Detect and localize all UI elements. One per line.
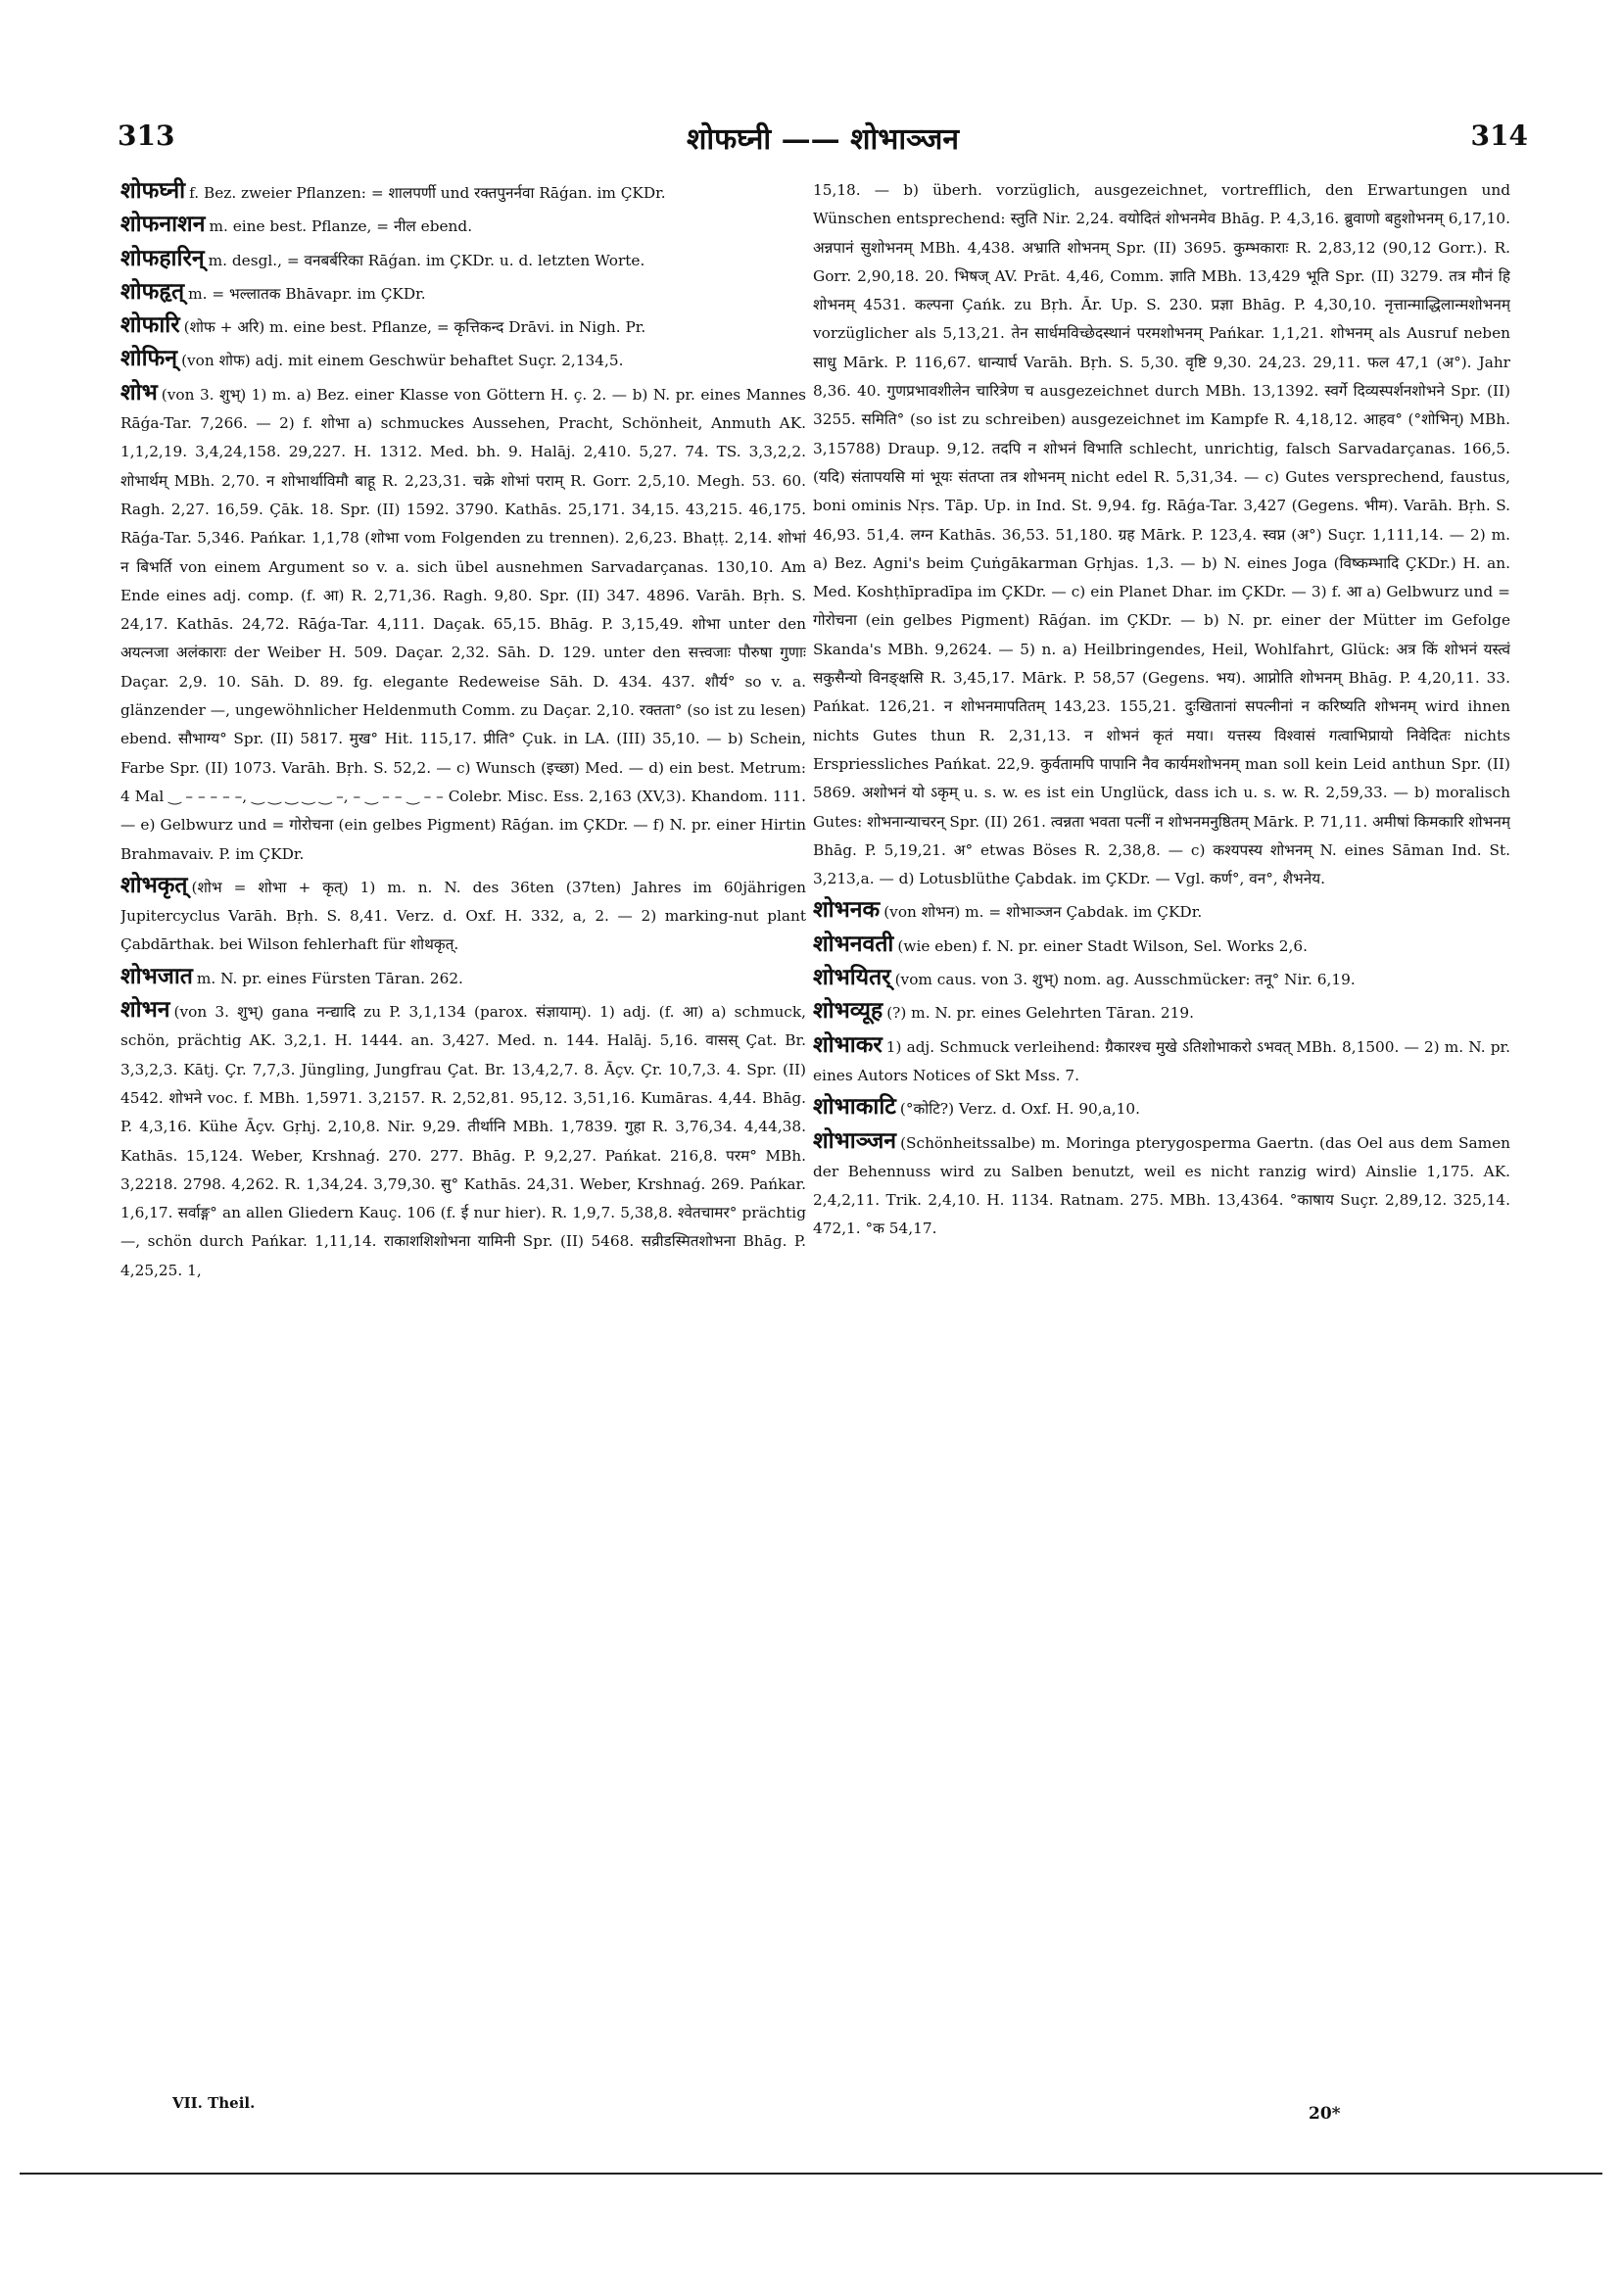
- dictionary-entry: [813, 1030, 1510, 1091]
- entry-headword: शोभयितर्: [813, 964, 891, 991]
- entry-body: (Schönheitssalbe) m. Moringa pterygosperma Gaertn. (das Oel aus dem Samen der Behennuss wird zu Salben benutzt, weil es nicht ranzig wird) Ainslie 1,175. AK. 2,4,2,11. Trik. 2,4,10. H. 1134. Ratnam. 275. MBh. 13,4364. °काषाय Suçr. 2,89,12. 325,14. 472,1. °क 54,17.: [813, 1133, 1510, 1238]
- entry-body: (von 3. शुभ्) gana नन्द्यादि zu P. 3,1,134 (parox. संज्ञायाम्). 1) adj. (f. आ) a) schmuck, schön, prächtig AK. 3,2,1. H. 1444. an. 3,427. Med. n. 144. Halāj. 5,16. वासस् Çat. Br. 3,3,2,3. Kātj. Çr. 7,7,3. Jüngling, Jungfrau Çat. Br. 13,4,2,7. 8. Āçv. Çr. 10,7,3. 4. Spr. (II) 4542. शोभने voc. f. MBh. 1,5971. 3,2157. R. 2,52,81. 95,12. 3,51,16. Kumāras. 4,44. Bhāg. P. 4,3,16. Kühe Āçv. Gṛhj. 2,10,8. Nir. 9,29. तीर्थानि MBh. 1,7839. गुहा R. 3,76,34. 4,44,38. Kathās. 15,124. Weber, Krshnaǵ. 270. 277. Bhāg. P. 9,2,27. Pańkat. 216,8. परम° MBh. 3,2218. 2798. 4,262. R. 1,34,24. 3,79,30. सु° Kathās. 24,31. Weber, Krshnaǵ. 269. Pańkar. 1,6,17. सर्वाङ्ग° an allen Gliedern Kauç. 106 (f. ई nur hier). R. 1,9,7. 5,38,8. श्वेतचामर° prächtig —, schön durch Pańkar. 1,11,14. राकाशशिशोभना यामिनी Spr. (II) 5468. सव्रीडस्मितशोभना Bhāg. P. 4,25,25. 1,: [120, 1003, 806, 1279]
- entry-body: m. N. pr. eines Fürsten Tāran. 262.: [196, 969, 463, 987]
- entry-headword: शोभजात: [120, 962, 193, 989]
- entry-headword: शोभाकर: [813, 1030, 883, 1058]
- entry-body: (von शोफ) adj. mit einem Geschwür behaftet Suçr. 2,134,5.: [181, 352, 624, 370]
- dictionary-entry: [813, 963, 1510, 994]
- dictionary-entry: [813, 895, 1510, 927]
- entry-headword: शोफघ्नी: [120, 177, 186, 204]
- entry-headword: शोभाञ्जन: [813, 1126, 897, 1154]
- left-page-number: 313: [118, 120, 175, 152]
- entry-body: (शोफ + अरि) m. eine best. Pflanze, = कृत्तिकन्द Drāvi. in Nigh. Pr.: [183, 318, 646, 337]
- entry-body: (von शोभन) m. = शोभाञ्जन Çabdak. im ÇKDr.: [883, 903, 1203, 922]
- page-header: [118, 120, 1528, 168]
- right-column: [813, 176, 1510, 2067]
- dictionary-entry: [120, 871, 806, 960]
- entry-body: m. = भल्लातक Bhāvapr. im ÇKDr.: [188, 284, 426, 303]
- dictionary-entry: [120, 344, 806, 375]
- signature-mark: 20*: [1309, 2104, 1341, 2124]
- entry-headword: शोभनवती: [813, 930, 894, 957]
- entry-headword: शोफहारिन्: [120, 244, 205, 271]
- dictionary-entry: [813, 1126, 1510, 1244]
- entry-headword: शोभव्यूह: [813, 997, 883, 1025]
- entry-body: 15,18. — b) überh. vorzüglich, ausgezeichnet, vortrefflich, den Erwartungen und Wünschen entsprechend: स्तुति Nir. 2,24. वयोदितं शोभनमेव Bhāg. P. 4,3,16. ब्रुवाणो बहुशोभनम् 6,17,10. अन्नपानं सुशोभनम् MBh. 4,438. अभ्राति शोभनम् Spr. (II) 3695. कुम्भकाराः R. 2,83,12 (90,12 Gorr.). R. Gorr. 2,90,18. 20. भिषज् AV. Prāt. 4,46, Comm. ज्ञाति MBh. 13,429 भूति Spr. (II) 3279. तत्र मौनं हि शोभनम् 4531. कल्पना Çańk. zu Bṛh. Ār. Up. S. 230. प्रज्ञा Bhāg. P. 4,30,10. नृत्तान्माद्धिलान्मशोभनम् vorzüglicher als 5,13,21. तेन सार्धमविच्छेदस्थानं परमशोभनम् Pańkar. 1,1,21. शोभनम् als Ausruf neben साधु Mārk. P. 116,67. धान्यार्घ Varāh. Bṛh. S. 5,30. वृष्टि 9,30. 24,23. 29,11. फल 47,1 (अ°). Jahr 8,36. 40. गुणप्रभावशीलेन चारित्रेण च ausgezeichnet durch MBh. 13,1392. स्वर्गे दिव्यस्पर्शनशोभने Spr. (II) 3255. समिति° (so ist zu schreiben) ausgezeichnet im Kampfe R. 4,18,12. आहव° (°शोभिन्) MBh. 3,15788) Draup. 9,12. तदपि न शोभनं विभाति schlecht, unrichtig, falsch Sarvadarçanas. 166,5. (यदि) संतापयसि मां भूयः संतप्ता तत्र शोभनम् nicht edel R. 5,31,34. — c) Gutes versprechend, faustus, boni ominis Nṛs. Tāp. Up. in Ind. St. 9,94. fg. Rāǵa-Tar. 3,427 (Gegens. भीम). Varāh. Bṛh. S. 46,93. 51,4. लग्न Kathās. 36,53. 51,180. ग्रह Mārk. P. 123,4. स्वप्न (अ°) Suçr. 1,111,14. — 2) m. a) Bez. Agni's beim Çuṅgākarman Gṛhjas. 1,3. — b) N. eines Joga (विष्कम्भादि ÇKDr.) H. an. Med. Koshṭhīpradīpa im ÇKDr. — c) ein Planet Dhar. im ÇKDr. — 3) f. आ a) Gelbwurz und = गोरोचना (ein gelbes Pigment) Rāǵan. im ÇKDr. — b) N. pr. einer der Mütter im Gefolge Skanda's MBh. 9,2624. — 5) n. a) Heilbringendes, Heil, Wohlfahrt, Glück: अत्र किं शोभनं यस्त्वं सकुसैन्यो विनङ्क्षसि R. 3,45,17. Mārk. P. 58,57 (Gegens. भय). आप्नोति शोभनम् Bhāg. P. 4,20,11. 33. Pańkat. 126,21. न शोभनमापतितम् 143,23. 155,21. दुःखितानां सपत्नीनां न करिष्यति शोभनम् wird ihnen nichts Gutes thun R. 2,31,13. न शोभनं कृतं मया। यत्तस्य विश्वासं गत्वाभिप्रायो निवेदितः nichts Erspriessliches Pańkat. 22,9. कुर्वतामपि पापानि नैव कार्यमशोभनम् man soll kein Leid anthun Spr. (II) 5869. अशोभनं यो ऽकृम् u. s. w. es ist ein Unglück, dass ich u. s. w. R. 2,59,33. — b) moralisch Gutes: शोभनान्याचरन् Spr. (II) 261. त्वन्नता भवता पत्नीं न शोभनमनुष्ठितम् Mārk. P. 71,11. अमीषां किमकारि शोभनम् Bhāg. P. 5,19,21. अ° etwas Böses R. 2,38,8. — c) कश्यपस्य शोभनम् N. eines Sāman Ind. St. 3,213,a. — d) Lotusblüthe Çabdak. im ÇKDr. — Vgl. कर्ण°, वन°, शैभनेय.: [813, 181, 1510, 888]
- page-bottom-rule: [20, 2173, 1602, 2175]
- entry-headword: शोभाकाटि: [813, 1093, 896, 1121]
- dictionary-entry: [813, 930, 1510, 961]
- entry-body: (wie eben) f. N. pr. einer Stadt Wilson, Sel. Works 2,6.: [897, 936, 1308, 955]
- running-head: शोफघ्नी —— शोभाञ्जन: [686, 122, 960, 157]
- dictionary-entry: [120, 378, 806, 869]
- entry-headword: शोफारि: [120, 311, 180, 339]
- dictionary-entry: [120, 277, 806, 309]
- entry-body: (°कोटि?) Verz. d. Oxf. H. 90,a,10.: [899, 1100, 1140, 1119]
- entry-headword: शोफहृत्: [120, 277, 185, 305]
- entry-body: m. desgl., = वनबर्बरिका Rāǵan. im ÇKDr. u. d. letzten Worte.: [208, 251, 645, 269]
- dictionary-entry: [813, 176, 1510, 893]
- dictionary-entry: [813, 1092, 1510, 1124]
- left-column: [120, 176, 806, 2067]
- entry-headword: शोफिन्: [120, 345, 178, 372]
- entry-body: (vom caus. von 3. शुभ्) nom. ag. Ausschmücker: तनू° Nir. 6,19.: [894, 971, 1356, 989]
- entry-headword: शोभ: [120, 378, 158, 406]
- dictionary-entry: [120, 962, 806, 993]
- dictionary-entry: [120, 176, 806, 208]
- entry-body: (von 3. शुभ्) 1) m. a) Bez. einer Klasse von Göttern H. ç. 2. — b) N. pr. eines Mannes Rāǵa-Tar. 7,266. — 2) f. शोभा a) schmuckes Aussehen, Pracht, Schönheit, Anmuth AK. 1,1,2,19. 3,4,24,158. 29,227. H. 1312. Med. bh. 9. Halāj. 2,410. 5,27. 74. TS. 3,3,2,2. शोभार्थम् MBh. 2,70. न शोभार्थाविमौ बाहू R. 2,23,31. चक्रे शोभां पराम् R. Gorr. 2,5,10. Megh. 53. 60. Ragh. 2,27. 16,59. Çāk. 18. Spr. (II) 1592. 3790. Kathās. 25,171. 34,15. 43,215. 46,175. Rāǵa-Tar. 5,346. Pańkar. 1,1,78 (शोभा vom Folgenden zu trennen). 2,6,23. Bhaṭṭ. 2,14. शोभां न बिभर्ति von einem Argument so v. a. sich übel ausnehmen Sarvadarçanas. 130,10. Am Ende eines adj. comp. (f. आ) R. 2,71,36. Ragh. 9,80. Spr. (II) 347. 4896. Varāh. Bṛh. S. 24,17. Kathās. 24,72. Rāǵa-Tar. 4,111. Daçak. 65,15. Bhāg. P. 3,15,49. शोभा unter den अयत्नजा अलंकाराः der Weiber H. 509. Daçar. 2,32. Sāh. D. 129. unter den सत्त्वजाः पौरुषा गुणाः Daçar. 2,9. 10. Sāh. D. 89. fg. elegante Redeweise Sāh. D. 434. 437. शौर्य° so v. a. glänzender —, ungewöhnlicher Heldenmuth Comm. zu Daçar. 2,10. रक्तता° (so ist zu lesen) ebend. सौभाग्य° Spr. (II) 5817. मुख° Hit. 115,17. प्रीति° Çuk. in LA. (III) 35,10. — b) Schein, Farbe Spr. (II) 1073. Varāh. Bṛh. S. 52,2. — c) Wunsch (इच्छा) Med. — d) ein best. Metrum: 4 Mal ‿ – – – – –, ‿ ‿ ‿ ‿ ‿ –, – ‿ – – ‿ – – Colebr. Misc. Ess. 2,163 (XV,3). Khandom. 111. — e) Gelbwurz und = गोरोचना (ein gelbes Pigment) Rāǵan. im ÇKDr. — f) N. pr. einer Hirtin Brahmavaiv. P. im ÇKDr.: [120, 385, 806, 863]
- dictionary-entry: [120, 995, 806, 1285]
- right-page-number: 314: [1470, 120, 1528, 152]
- entry-headword: शोभनक: [813, 896, 881, 924]
- entry-body: (?) m. N. pr. eines Gelehrten Tāran. 219.: [886, 1004, 1194, 1023]
- dictionary-entry: [120, 311, 806, 342]
- entry-body: f. Bez. zweier Pflanzen: = शालपर्णी und रक्तपुनर्नवा Rāǵan. im ÇKDr.: [189, 184, 666, 202]
- entry-headword: शोभकृत्: [120, 871, 188, 898]
- volume-note: VII. Theil.: [172, 2094, 256, 2112]
- entry-body: (शोभ = शोभा + कृत्) 1) m. n. N. des 36ten (37ten) Jahres im 60jährigen Jupitercyclus Varāh. Bṛh. S. 8,41. Verz. d. Oxf. H. 332, a, 2. — 2) marking-nut plant Çabdārthak. bei Wilson fehlerhaft für शोथकृत्.: [120, 878, 806, 954]
- entry-headword: शोफनाशन: [120, 211, 206, 238]
- dictionary-entry: [120, 244, 806, 275]
- dictionary-entry: [120, 210, 806, 241]
- entry-headword: शोभन: [120, 996, 170, 1024]
- entry-body: 1) adj. Schmuck verleihend: ग्रैकारश्च मुखे ऽतिशोभाकरो ऽभवत् MBh. 8,1500. — 2) m. N. pr. eines Autors Notices of Skt Mss. 7.: [813, 1037, 1510, 1084]
- dictionary-entry: [813, 996, 1510, 1028]
- entry-body: m. eine best. Pflanze, = नील ebend.: [209, 217, 473, 236]
